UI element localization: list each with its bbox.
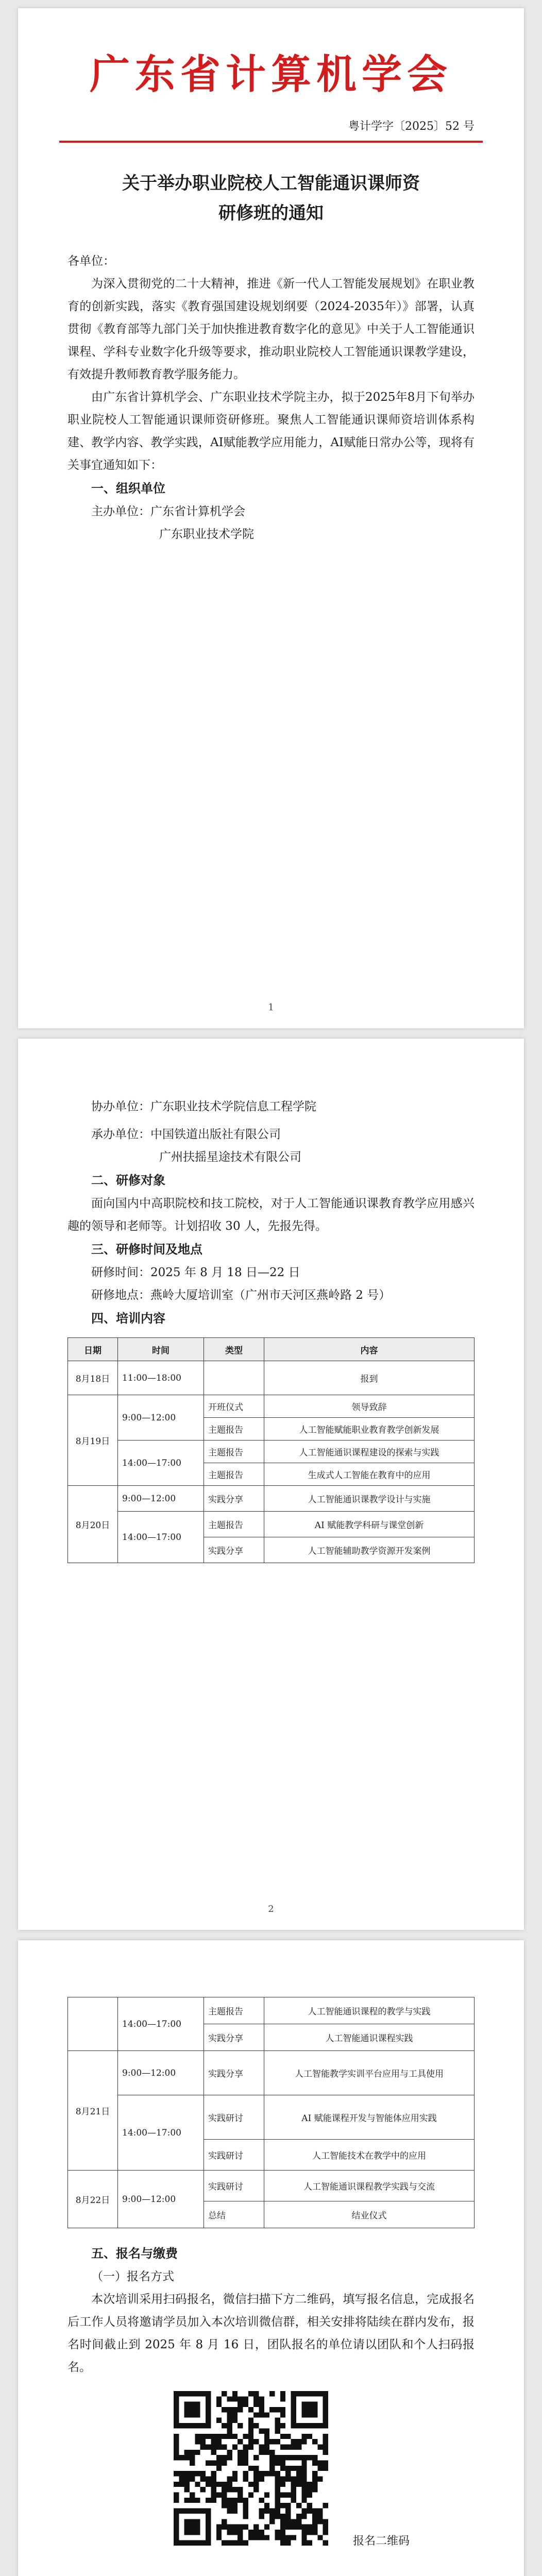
registration-qr-code[interactable] <box>174 2391 328 2546</box>
red-divider <box>59 141 483 143</box>
section-5-heading: 五、报名与缴费 <box>91 2246 178 2261</box>
cell-type: 主题报告 <box>204 1997 264 2024</box>
page-number: 1 <box>268 1002 274 1013</box>
table-row <box>68 1512 475 1537</box>
registration-subheading: （一）报名方式 <box>91 2270 174 2283</box>
table-row <box>68 2095 475 2140</box>
cell-content: 人工智能赋能职业教育教学创新发展 <box>264 1418 475 1440</box>
cell-content: 人工智能通识课教学设计与实施 <box>264 1486 475 1512</box>
cell-type: 主题报告 <box>204 1440 264 1463</box>
cell-type: 实践分享 <box>204 2024 264 2051</box>
page-number: 2 <box>268 1904 274 1914</box>
undertaker-label: 承办单位： <box>91 1128 150 1141</box>
cell-date: 8月18日 <box>68 1361 118 1395</box>
salutation: 各单位： <box>67 255 115 268</box>
title-line-1: 关于举办职业院校人工智能通识课师资 <box>122 173 420 194</box>
cell-date: 8月22日 <box>68 2171 118 2228</box>
body-page-2 <box>18 1039 524 1330</box>
table-row <box>68 1440 475 1463</box>
org-header: 广东省计算机学会 <box>89 52 452 98</box>
schedule-table-2 <box>67 1997 475 2228</box>
cell-type: 主题报告 <box>204 1463 264 1486</box>
registration-text: 本次培训采用扫码报名，微信扫描下方二维码，填写报名信息，完成报名后工作人员将邀请学员加入本次培训微信群，相关安排将陆续在群内发布，报名时间截止到 2025 年 8 月 16 日，团队报名的单位请以团队和个人扫码报名。 <box>67 2293 475 2374</box>
title-line-2: 研修班的通知 <box>218 203 324 224</box>
document-page-3 <box>18 1940 524 2576</box>
cell-type: 实践研讨 <box>204 2171 264 2201</box>
undertaker-1: 中国铁道出版社有限公司 <box>150 1128 281 1141</box>
cell-content: 人工智能辅助教学资源开发案例 <box>264 1537 475 1563</box>
col-content: 内容 <box>264 1338 475 1361</box>
cell-type: 主题报告 <box>204 1418 264 1440</box>
cell-content: 人工智能教学实训平台应用与工具使用 <box>264 2051 475 2095</box>
table-row <box>68 2171 475 2201</box>
body-page-3 <box>18 2242 524 2379</box>
cell-content: 人工智能通识课程的教学与实践 <box>264 1997 475 2024</box>
intro-paragraph-2: 由广东省计算机学会、广东职业技术学院主办，拟于2025年8月下旬举办职业院校人工智能通识课师资研修班。聚焦人工智能通识课师资培训体系构建、教学内容、教学实践，AI赋能教学应用能力，AI赋能日常办公等，现将有关事宜通知如下： <box>67 391 475 472</box>
cell-time: 14:00—17:00 <box>118 1440 204 1486</box>
sponsor-2: 广东职业技术学院 <box>159 528 254 541</box>
document-page-2 <box>18 1039 524 1930</box>
cell-type: 主题报告 <box>204 1512 264 1537</box>
section-2-text: 面向国内中高职院校和技工院校，对于人工智能通识课教育教学应用感兴趣的领导和老师等。计划招收 30 人，先报先得。 <box>67 1197 475 1233</box>
cell-content: AI 赋能教学科研与课堂创新 <box>264 1512 475 1537</box>
cell-content: 人工智能技术在教学中的应用 <box>264 2140 475 2171</box>
cell-content: 结业仪式 <box>264 2201 475 2228</box>
section-3-heading: 三、研修时间及地点 <box>91 1242 202 1257</box>
cell-content: 人工智能通识课程教学实践与交流 <box>264 2171 475 2201</box>
training-time: 研修时间：2025 年 8 月 18 日—22 日 <box>91 1266 300 1279</box>
table-row <box>68 1395 475 1418</box>
table-row <box>68 2051 475 2095</box>
sponsor-line <box>67 500 475 523</box>
cell-type: 实践分享 <box>204 1537 264 1563</box>
table-row <box>68 1486 475 1512</box>
cell-time: 9:00—12:00 <box>118 2171 204 2228</box>
organizer-label: 协办单位： <box>91 1100 150 1113</box>
intro-paragraph-1: 为深入贯彻党的二十大精神，推进《新一代人工智能发展规划》在职业教育的创新实践，落实《教育强国建设规划纲要（2024-2035年）》部署，认真贯彻《教育部等九部门关于加快推进教育数字化的意见》中关于人工智能通识课程、学科专业数字化升级等要求，推动职业院校人工智能通识课教学建设，有效提升教师教育教学服务能力。 <box>67 277 475 381</box>
col-date: 日期 <box>68 1338 118 1361</box>
cell-content: 生成式人工智能在教育中的应用 <box>264 1463 475 1486</box>
undertaker-line <box>67 1123 475 1146</box>
section-1-heading: 一、组织单位 <box>91 481 165 496</box>
cell-type <box>204 1361 264 1395</box>
cell-content: 报到 <box>264 1361 475 1395</box>
cell-type: 总结 <box>204 2201 264 2228</box>
sponsor-label: 主办单位： <box>91 505 150 518</box>
cell-date: 8月20日 <box>68 1486 118 1563</box>
section-4-heading: 四、培训内容 <box>91 1311 165 1326</box>
organizer: 广东职业技术学院信息工程学院 <box>150 1100 316 1113</box>
cell-time: 11:00—18:00 <box>118 1361 204 1395</box>
cell-content: 人工智能通识课程实践 <box>264 2024 475 2051</box>
col-type: 类型 <box>204 1338 264 1361</box>
table-row <box>68 1361 475 1395</box>
document-number: 粤计学字〔2025〕52 号 <box>348 120 475 133</box>
cell-time: 9:00—12:00 <box>118 1395 204 1440</box>
cell-time: 14:00—17:00 <box>118 2095 204 2171</box>
cell-time: 9:00—12:00 <box>118 1486 204 1512</box>
training-place: 研修地点：燕岭大厦培训室（广州市天河区燕岭路 2 号） <box>91 1289 391 1302</box>
document-page-1 <box>18 8 524 1028</box>
cell-type: 实践分享 <box>204 2051 264 2095</box>
document-title <box>18 168 524 228</box>
cell-type: 实践分享 <box>204 1486 264 1512</box>
col-time: 时间 <box>118 1338 204 1361</box>
cell-content: 领导致辞 <box>264 1395 475 1418</box>
qr-caption: 报名二维码 <box>353 2535 410 2548</box>
cell-time: 14:00—17:00 <box>118 1512 204 1563</box>
cell-type: 开班仪式 <box>204 1395 264 1418</box>
cell-date <box>68 1997 118 2051</box>
organizer-line <box>67 1095 475 1118</box>
cell-content: AI 赋能课程开发与智能体应用实践 <box>264 2095 475 2140</box>
cell-type: 实践研讨 <box>204 2095 264 2140</box>
cell-date: 8月21日 <box>68 2051 118 2171</box>
cell-type: 实践研讨 <box>204 2140 264 2171</box>
undertaker-2: 广州扶摇星途技术有限公司 <box>159 1150 301 1164</box>
cell-time: 9:00—12:00 <box>118 2051 204 2095</box>
body-page-1 <box>18 250 524 546</box>
section-2-heading: 二、研修对象 <box>91 1173 165 1188</box>
table-row <box>68 1997 475 2024</box>
cell-time: 14:00—17:00 <box>118 1997 204 2051</box>
schedule-table-1 <box>67 1337 475 1563</box>
sponsor-1: 广东省计算机学会 <box>150 505 245 518</box>
cell-content: 人工智能通识课程建设的探索与实践 <box>264 1440 475 1463</box>
cell-date: 8月19日 <box>68 1395 118 1486</box>
table-header-row <box>68 1338 475 1361</box>
